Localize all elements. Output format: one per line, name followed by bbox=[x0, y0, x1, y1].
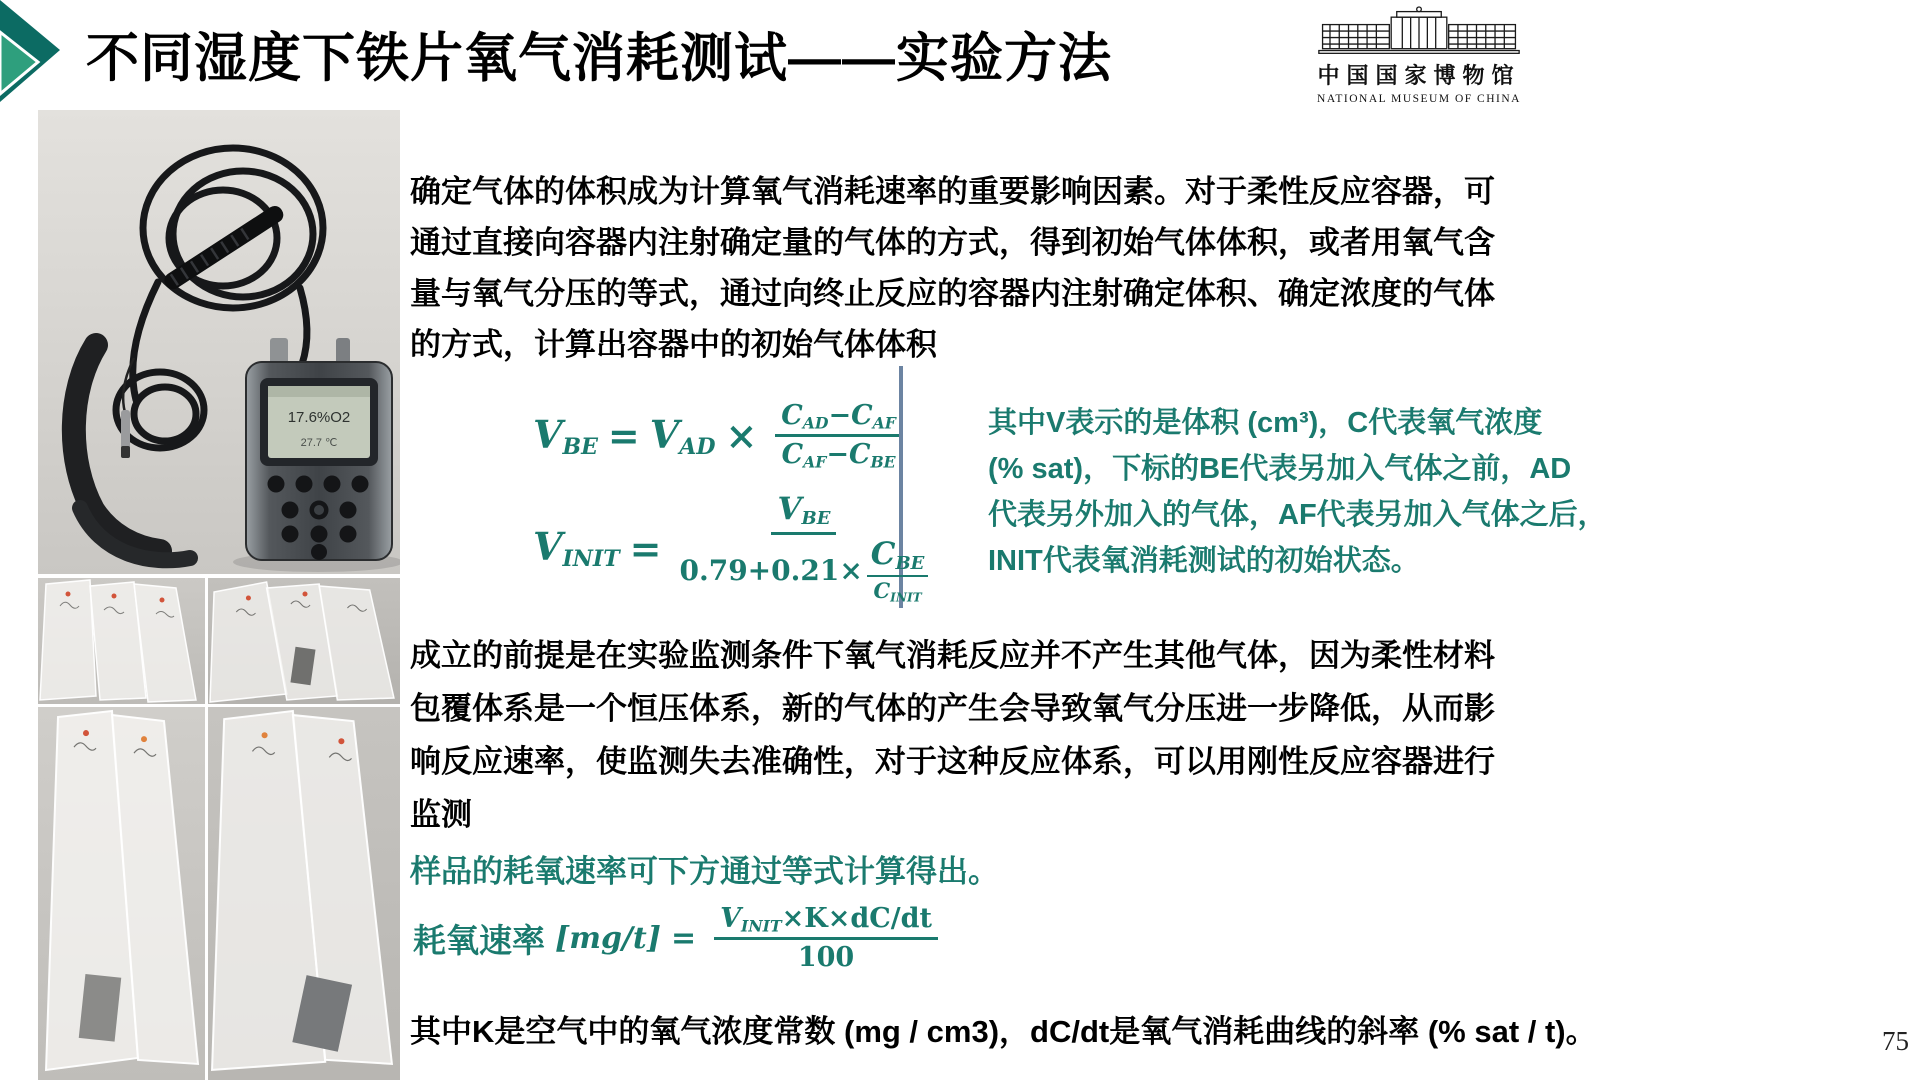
constants-note: 其中K是空气中的氧气浓度常数 (mg / cm3)，dC/dt是氧气消耗曲线的斜率 (% sat / t)。 bbox=[410, 1014, 1597, 1049]
sample-bag-photos bbox=[38, 578, 400, 1080]
device-screen-temp-reading: 27.7 ℃ bbox=[300, 437, 338, 449]
fraction: VBE 0.79+0.21× $\frac{\text{CBE}}{\text{CINIT}}$ bbox=[679, 492, 928, 605]
sample-photo-2 bbox=[208, 578, 400, 704]
sample-photo-4 bbox=[208, 707, 400, 1080]
oxygen-meter-photo bbox=[38, 110, 400, 574]
logo-title-en: NATIONAL MUSEUM OF CHINA bbox=[1317, 93, 1521, 105]
chevron-accent-icon bbox=[0, 0, 64, 114]
paragraph-assumption bbox=[410, 629, 1495, 841]
variable-definitions-note bbox=[988, 400, 1607, 584]
text-line: 代表另外加入的气体，AF代表另加入气体之后， bbox=[988, 499, 1607, 531]
sample-photo-1 bbox=[38, 578, 205, 704]
museum-building-icon bbox=[1317, 6, 1521, 58]
formula-vbe: VBE = VAD × $\frac{\text{CAD−CAF}}{\text{CAF−CBE}}$ bbox=[533, 400, 910, 472]
text-line: INIT代表氧消耗测试的初始状态。 bbox=[988, 545, 1420, 577]
page-number: 75 bbox=[1882, 1026, 1909, 1056]
text-line: 的方式，计算出容器中的初始气体体积 bbox=[410, 327, 937, 362]
fraction: $\frac{\text{CBE}}{\text{CINIT}}$ bbox=[867, 537, 929, 605]
rate-equation-heading: 样品的耗氧速率可下方通过等式计算得出。 bbox=[410, 854, 999, 889]
paragraph-volume-determination bbox=[410, 166, 1495, 370]
museum-logo bbox=[1308, 6, 1530, 105]
text-line: 其中V表示的是体积 (cm³)，C代表氧气浓度 bbox=[988, 407, 1543, 439]
text-line: 量与氧气分压的等式，通过向终止反应的容器内注射确定体积、确定浓度的气体 bbox=[410, 276, 1495, 311]
text-line: 响反应速率，使监测失去准确性，对于这种反应体系，可以用刚性反应容器进行 bbox=[410, 744, 1495, 779]
slide-title: 不同湿度下铁片氧气消耗测试——实验方法 bbox=[86, 29, 1112, 88]
formula-oxygen-rate: 耗氧速率 [mg/t] = $\frac{\text{VINIT×K×dC/dt}}{100}$ bbox=[413, 903, 946, 973]
text-line: 确定气体的体积成为计算氧气消耗速率的重要影响因素。对于柔性反应容器，可 bbox=[410, 174, 1495, 209]
fraction: $\frac{\text{CAD−CAF}}{\text{CAF−CBE}}$ bbox=[775, 400, 902, 472]
sample-photo-3 bbox=[38, 707, 205, 1080]
text-line: 通过直接向容器内注射确定量的气体的方式，得到初始气体体积，或者用氧气含 bbox=[410, 225, 1495, 260]
text-line: 成立的前提是在实验监测条件下氧气消耗反应并不产生其他气体，因为柔性材料 bbox=[410, 638, 1495, 673]
logo-title-cn: 中国国家博物馆 bbox=[1317, 63, 1521, 88]
device-screen-o2-reading: 17.6%O2 bbox=[287, 409, 351, 426]
oxygen-meter-illustration bbox=[38, 110, 400, 574]
text-line: 监测 bbox=[410, 797, 472, 832]
text-line: 包覆体系是一个恒压体系，新的气体的产生会导致氧气分压进一步降低，从而影 bbox=[410, 691, 1495, 726]
text-line: (% sat)，下标的BE代表另加入气体之前，AD bbox=[988, 453, 1572, 485]
formula-vinit: VINIT = VBE 0.79+0.21× $\frac{\text{CBE}}{\text{CINIT}}$ bbox=[533, 492, 936, 605]
fraction: $\frac{\text{VINIT×K×dC/dt}}{100}$ bbox=[714, 903, 938, 973]
